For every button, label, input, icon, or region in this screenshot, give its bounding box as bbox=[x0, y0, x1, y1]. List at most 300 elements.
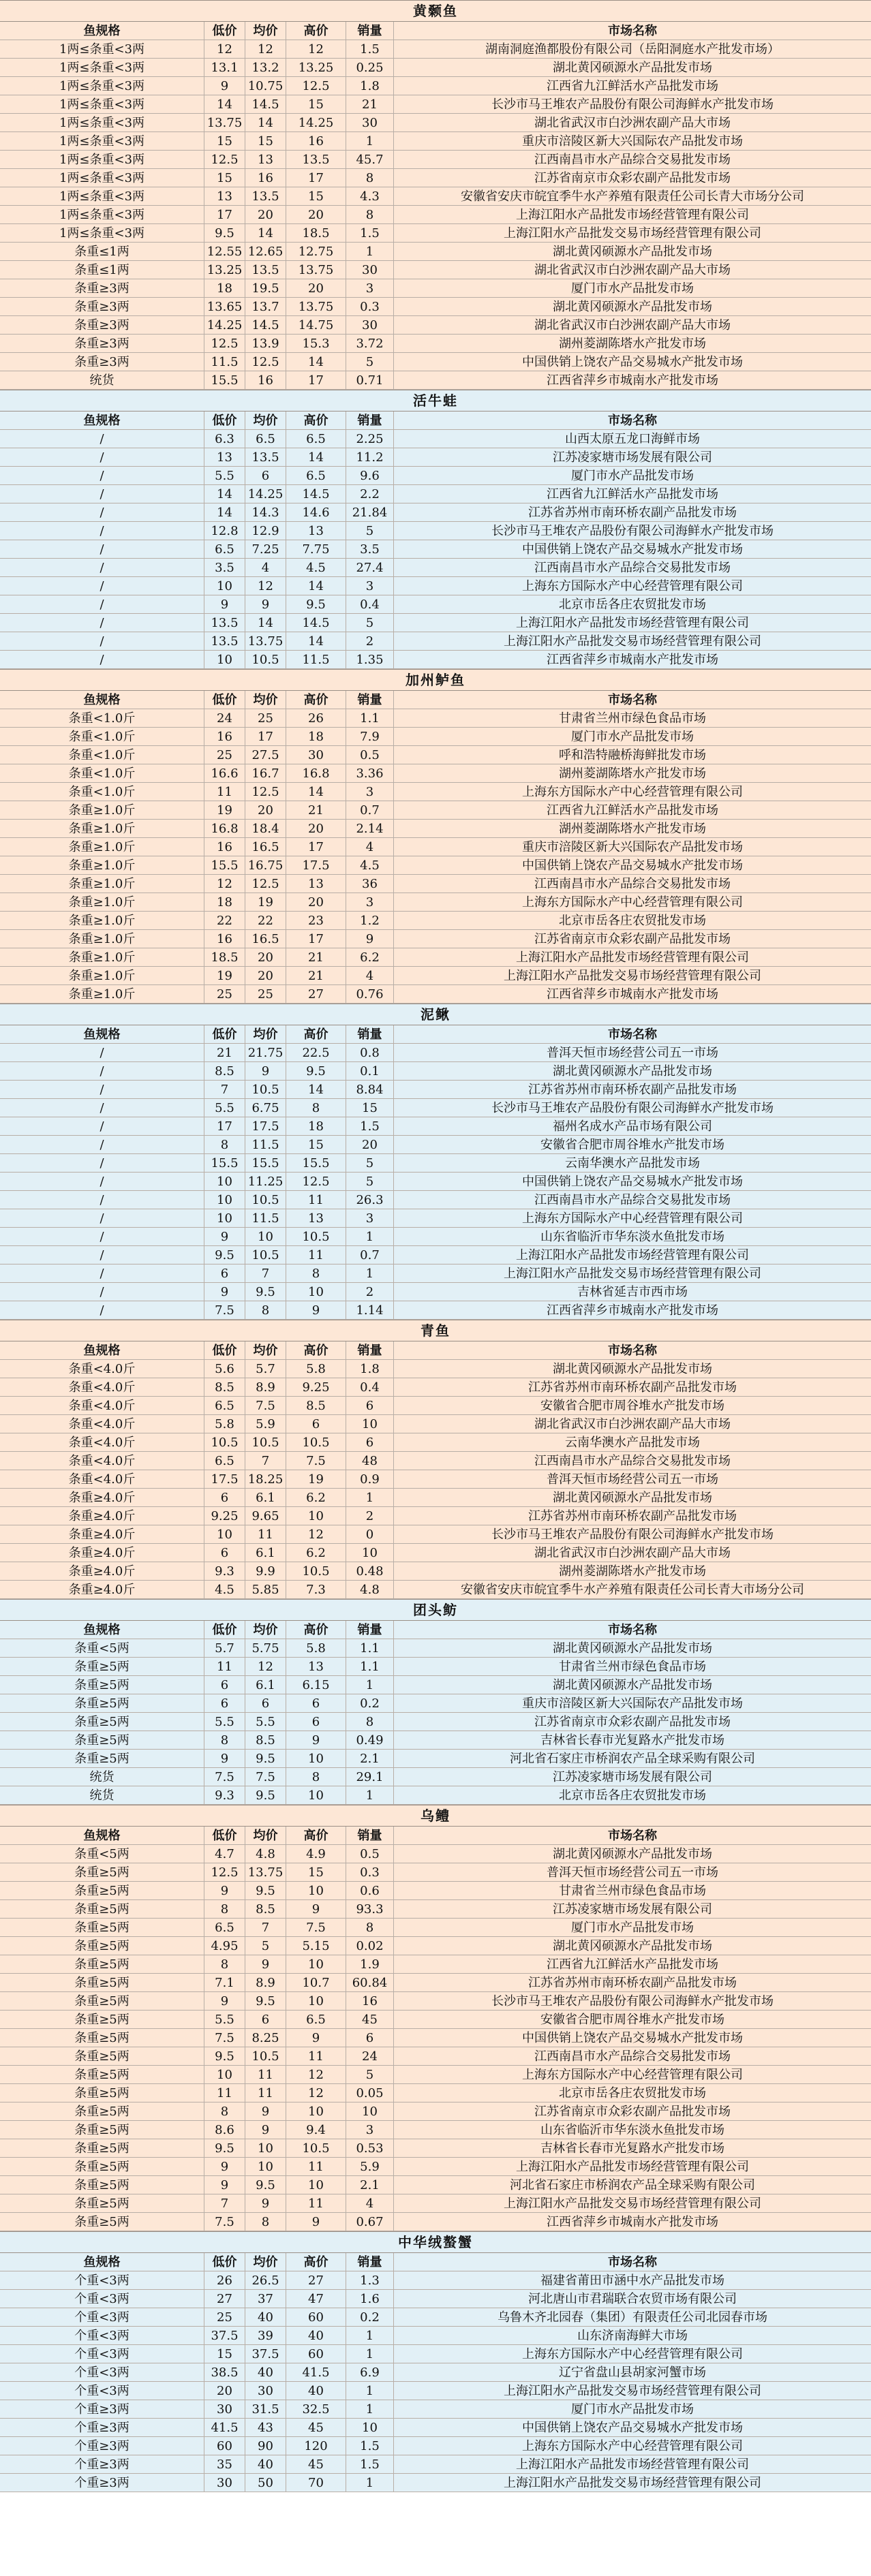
cell-low: 7.5 bbox=[204, 2029, 245, 2047]
cell-avg: 9.5 bbox=[245, 2176, 286, 2194]
cell-spec: 条重≥4.0斤 bbox=[0, 1489, 204, 1507]
table-row bbox=[0, 298, 871, 316]
cell-spec: / bbox=[0, 540, 204, 559]
cell-high: 45 bbox=[286, 2419, 346, 2437]
table-row bbox=[0, 206, 871, 224]
table-row bbox=[0, 948, 871, 967]
cell-high: 13 bbox=[286, 875, 346, 893]
table-row bbox=[0, 2213, 871, 2231]
cell-high: 60 bbox=[286, 2345, 346, 2363]
cell-avg: 9.5 bbox=[245, 1992, 286, 2011]
cell-vol: 1.3 bbox=[346, 2271, 394, 2290]
header-high: 高价 bbox=[286, 1341, 346, 1360]
table-row bbox=[0, 503, 871, 522]
cell-spec: / bbox=[0, 1081, 204, 1099]
table-row bbox=[0, 2102, 871, 2121]
cell-spec: / bbox=[0, 595, 204, 614]
section-title: 活牛蛙 bbox=[0, 390, 871, 412]
cell-spec: 统货 bbox=[0, 1786, 204, 1805]
cell-spec: 条重≥5两 bbox=[0, 1974, 204, 1992]
cell-market: 中国供销上饶农产品交易城水产批发市场 bbox=[394, 856, 871, 875]
cell-spec: 条重≥5两 bbox=[0, 1750, 204, 1768]
cell-vol: 0 bbox=[346, 1525, 394, 1544]
cell-spec: 条重<4.0斤 bbox=[0, 1470, 204, 1489]
cell-spec: 统货 bbox=[0, 1768, 204, 1786]
cell-vol: 1.5 bbox=[346, 1117, 394, 1136]
cell-avg: 10 bbox=[245, 2158, 286, 2176]
table-row bbox=[0, 1863, 871, 1882]
cell-low: 6 bbox=[204, 1676, 245, 1694]
cell-vol: 3.5 bbox=[346, 540, 394, 559]
cell-market: 江苏凌家塘市场发展有限公司 bbox=[394, 1900, 871, 1919]
table-row bbox=[0, 632, 871, 651]
cell-spec: / bbox=[0, 430, 204, 448]
table-row bbox=[0, 967, 871, 985]
cell-avg: 13.5 bbox=[245, 187, 286, 206]
header-market: 市场名称 bbox=[394, 1827, 871, 1845]
header-vol: 销量 bbox=[346, 1341, 394, 1360]
cell-high: 27 bbox=[286, 2271, 346, 2290]
cell-high: 9.4 bbox=[286, 2121, 346, 2139]
cell-high: 8.5 bbox=[286, 1397, 346, 1415]
cell-avg: 19 bbox=[245, 893, 286, 912]
cell-high: 5.15 bbox=[286, 1937, 346, 1955]
cell-avg: 5.9 bbox=[245, 1415, 286, 1433]
cell-low: 14 bbox=[204, 485, 245, 503]
cell-vol: 5 bbox=[346, 2066, 394, 2084]
cell-market: 长沙市马王堆农产品股份有限公司海鲜水产批发市场 bbox=[394, 1099, 871, 1117]
cell-spec: 条重≥3两 bbox=[0, 316, 204, 335]
cell-spec: / bbox=[0, 1099, 204, 1117]
cell-vol: 29.1 bbox=[346, 1768, 394, 1786]
cell-high: 14 bbox=[286, 783, 346, 801]
cell-low: 7 bbox=[204, 1081, 245, 1099]
table-row bbox=[0, 1283, 871, 1301]
cell-avg: 5 bbox=[245, 1937, 286, 1955]
cell-market: 厦门市水产品批发市场 bbox=[394, 1919, 871, 1937]
table-row bbox=[0, 709, 871, 728]
cell-low: 7.1 bbox=[204, 1974, 245, 1992]
section bbox=[0, 1599, 871, 1805]
cell-spec: 条重≥4.0斤 bbox=[0, 1544, 204, 1562]
cell-market: 江苏省南京市众彩农副产品批发市场 bbox=[394, 930, 871, 948]
cell-avg: 8.5 bbox=[245, 1731, 286, 1750]
cell-spec: 个重<3两 bbox=[0, 2345, 204, 2363]
cell-vol: 10 bbox=[346, 1544, 394, 1562]
cell-avg: 14 bbox=[245, 114, 286, 132]
header-high: 高价 bbox=[286, 691, 346, 709]
cell-avg: 8.9 bbox=[245, 1378, 286, 1397]
cell-high: 21 bbox=[286, 967, 346, 985]
cell-spec: 个重≥3两 bbox=[0, 2419, 204, 2437]
cell-low: 24 bbox=[204, 709, 245, 728]
table-row bbox=[0, 1081, 871, 1099]
cell-spec: 个重<3两 bbox=[0, 2308, 204, 2327]
cell-avg: 14.5 bbox=[245, 316, 286, 335]
table-row bbox=[0, 132, 871, 151]
cell-vol: 4 bbox=[346, 838, 394, 856]
cell-vol: 36 bbox=[346, 875, 394, 893]
cell-high: 11 bbox=[286, 1246, 346, 1264]
cell-spec: 条重≥5两 bbox=[0, 2011, 204, 2029]
cell-spec: 个重≥3两 bbox=[0, 2437, 204, 2455]
cell-low: 10 bbox=[204, 1173, 245, 1191]
table-row bbox=[0, 2455, 871, 2474]
header-market: 市场名称 bbox=[394, 2253, 871, 2271]
cell-low: 12.5 bbox=[204, 1863, 245, 1882]
cell-vol: 1 bbox=[346, 132, 394, 151]
cell-high: 10 bbox=[286, 2176, 346, 2194]
cell-high: 19 bbox=[286, 1470, 346, 1489]
cell-avg: 9.5 bbox=[245, 1882, 286, 1900]
section-title: 青鱼 bbox=[0, 1320, 871, 1341]
cell-vol: 3.36 bbox=[346, 764, 394, 783]
header-market: 市场名称 bbox=[394, 1341, 871, 1360]
cell-vol: 1 bbox=[346, 2327, 394, 2345]
table-header bbox=[0, 1025, 871, 1044]
cell-low: 14 bbox=[204, 95, 245, 114]
cell-vol: 60.84 bbox=[346, 1974, 394, 1992]
table-row bbox=[0, 1433, 871, 1452]
header-low: 低价 bbox=[204, 1341, 245, 1360]
cell-low: 6 bbox=[204, 1694, 245, 1713]
cell-vol: 2.2 bbox=[346, 485, 394, 503]
cell-low: 8 bbox=[204, 1731, 245, 1750]
cell-vol: 1 bbox=[346, 2400, 394, 2419]
cell-vol: 0.4 bbox=[346, 595, 394, 614]
header-avg: 均价 bbox=[245, 2253, 286, 2271]
cell-spec: / bbox=[0, 1246, 204, 1264]
header-avg: 均价 bbox=[245, 412, 286, 430]
cell-low: 12.8 bbox=[204, 522, 245, 540]
cell-market: 湖北省武汉市白沙洲农副产品大市场 bbox=[394, 316, 871, 335]
cell-low: 7.5 bbox=[204, 1768, 245, 1786]
cell-vol: 1.1 bbox=[346, 1658, 394, 1676]
cell-spec: 条重≥5两 bbox=[0, 1658, 204, 1676]
table-row bbox=[0, 1246, 871, 1264]
cell-avg: 10.5 bbox=[245, 1246, 286, 1264]
cell-avg: 14 bbox=[245, 614, 286, 632]
cell-avg: 10.5 bbox=[245, 651, 286, 669]
cell-avg: 50 bbox=[245, 2474, 286, 2492]
cell-vol: 1.9 bbox=[346, 1955, 394, 1974]
cell-high: 23 bbox=[286, 912, 346, 930]
table-row bbox=[0, 1768, 871, 1786]
cell-low: 5.5 bbox=[204, 2011, 245, 2029]
cell-vol: 30 bbox=[346, 114, 394, 132]
cell-high: 6 bbox=[286, 1415, 346, 1433]
cell-avg: 10 bbox=[245, 2139, 286, 2158]
cell-market: 上海江阳水产品批发交易市场经营管理有限公司 bbox=[394, 2194, 871, 2213]
table-row bbox=[0, 595, 871, 614]
cell-market: 北京市岳各庄农贸批发市场 bbox=[394, 912, 871, 930]
cell-market: 江西省萍乡市城南水产批发市场 bbox=[394, 371, 871, 390]
cell-avg: 6.75 bbox=[245, 1099, 286, 1117]
section-title: 加州鲈鱼 bbox=[0, 669, 871, 691]
table-row bbox=[0, 279, 871, 298]
cell-avg: 16 bbox=[245, 371, 286, 390]
table-row bbox=[0, 2382, 871, 2400]
table-row bbox=[0, 1228, 871, 1246]
cell-avg: 4.8 bbox=[245, 1845, 286, 1863]
table-row bbox=[0, 2011, 871, 2029]
cell-vol: 0.7 bbox=[346, 801, 394, 820]
cell-high: 6.5 bbox=[286, 430, 346, 448]
cell-high: 10 bbox=[286, 1882, 346, 1900]
cell-spec: 条重≥1.0斤 bbox=[0, 801, 204, 820]
table-row bbox=[0, 1301, 871, 1320]
cell-spec: 条重≥1.0斤 bbox=[0, 967, 204, 985]
cell-vol: 1.2 bbox=[346, 912, 394, 930]
cell-market: 河北省石家庄市桥润农产品全球采购有限公司 bbox=[394, 2176, 871, 2194]
cell-spec: 条重<1.0斤 bbox=[0, 764, 204, 783]
cell-low: 4.95 bbox=[204, 1937, 245, 1955]
header-spec: 鱼规格 bbox=[0, 1827, 204, 1845]
cell-avg: 31.5 bbox=[245, 2400, 286, 2419]
cell-market: 湖州菱湖陈塔水产批发市场 bbox=[394, 1562, 871, 1581]
table-row bbox=[0, 2194, 871, 2213]
cell-vol: 5 bbox=[346, 614, 394, 632]
table-row bbox=[0, 985, 871, 1004]
cell-low: 9 bbox=[204, 1228, 245, 1246]
header-avg: 均价 bbox=[245, 691, 286, 709]
section-title: 乌鳢 bbox=[0, 1805, 871, 1827]
cell-low: 8 bbox=[204, 1136, 245, 1154]
cell-spec: / bbox=[0, 1136, 204, 1154]
cell-low: 15 bbox=[204, 2345, 245, 2363]
header-low: 低价 bbox=[204, 1025, 245, 1044]
section bbox=[0, 1004, 871, 1320]
table-row bbox=[0, 746, 871, 764]
table-row bbox=[0, 2308, 871, 2327]
cell-low: 10 bbox=[204, 2066, 245, 2084]
cell-spec: 条重≥5两 bbox=[0, 1992, 204, 2011]
cell-spec: 条重≥5两 bbox=[0, 2102, 204, 2121]
cell-low: 12.5 bbox=[204, 151, 245, 169]
table-row bbox=[0, 2084, 871, 2102]
table-row bbox=[0, 2363, 871, 2382]
cell-market: 甘肃省兰州市绿色食品市场 bbox=[394, 709, 871, 728]
cell-spec: 条重<1.0斤 bbox=[0, 728, 204, 746]
cell-avg: 25 bbox=[245, 709, 286, 728]
cell-spec: / bbox=[0, 614, 204, 632]
cell-vol: 6.9 bbox=[346, 2363, 394, 2382]
cell-vol: 11.2 bbox=[346, 448, 394, 467]
cell-avg: 7 bbox=[245, 1452, 286, 1470]
cell-avg: 14.5 bbox=[245, 95, 286, 114]
cell-low: 18.5 bbox=[204, 948, 245, 967]
cell-low: 15.5 bbox=[204, 856, 245, 875]
cell-low: 9.5 bbox=[204, 2139, 245, 2158]
table-row bbox=[0, 114, 871, 132]
cell-avg: 16.7 bbox=[245, 764, 286, 783]
cell-market: 上海江阳水产品批发市场经营管理有限公司 bbox=[394, 2455, 871, 2474]
cell-market: 上海江阳水产品批发市场经营管理有限公司 bbox=[394, 614, 871, 632]
cell-spec: 条重<4.0斤 bbox=[0, 1415, 204, 1433]
cell-avg: 43 bbox=[245, 2419, 286, 2437]
cell-spec: 条重≥5两 bbox=[0, 2047, 204, 2066]
cell-spec: 条重≥5两 bbox=[0, 2066, 204, 2084]
cell-avg: 5.85 bbox=[245, 1581, 286, 1599]
table-row bbox=[0, 1099, 871, 1117]
cell-low: 8 bbox=[204, 1955, 245, 1974]
section bbox=[0, 390, 871, 669]
cell-low: 5.5 bbox=[204, 1713, 245, 1731]
table-row bbox=[0, 1937, 871, 1955]
section bbox=[0, 669, 871, 1004]
table-row bbox=[0, 2474, 871, 2492]
table-row bbox=[0, 1992, 871, 2011]
cell-vol: 8 bbox=[346, 1713, 394, 1731]
table-row bbox=[0, 1191, 871, 1209]
cell-spec: / bbox=[0, 448, 204, 467]
cell-vol: 0.05 bbox=[346, 2084, 394, 2102]
table-row bbox=[0, 2047, 871, 2066]
header-low: 低价 bbox=[204, 412, 245, 430]
cell-market: 福州名成水产品市场有限公司 bbox=[394, 1117, 871, 1136]
cell-market: 江西省萍乡市城南水产批发市场 bbox=[394, 2213, 871, 2231]
cell-market: 湖北省武汉市白沙洲农副产品大市场 bbox=[394, 1544, 871, 1562]
cell-vol: 0.48 bbox=[346, 1562, 394, 1581]
table-row bbox=[0, 2121, 871, 2139]
cell-high: 16 bbox=[286, 132, 346, 151]
table-row bbox=[0, 820, 871, 838]
cell-market: 江西省九江鲜活水产品批发市场 bbox=[394, 1955, 871, 1974]
cell-market: 中国供销上饶农产品交易城水产批发市场 bbox=[394, 2419, 871, 2437]
cell-avg: 7.5 bbox=[245, 1768, 286, 1786]
cell-high: 40 bbox=[286, 2327, 346, 2345]
cell-spec: 条重≥5两 bbox=[0, 1937, 204, 1955]
cell-low: 17.5 bbox=[204, 1470, 245, 1489]
cell-low: 6 bbox=[204, 1489, 245, 1507]
cell-spec: 条重<4.0斤 bbox=[0, 1452, 204, 1470]
cell-vol: 0.2 bbox=[346, 1694, 394, 1713]
cell-low: 6.3 bbox=[204, 430, 245, 448]
cell-spec: 条重≥5两 bbox=[0, 1919, 204, 1937]
cell-avg: 9.5 bbox=[245, 1283, 286, 1301]
cell-avg: 9 bbox=[245, 1955, 286, 1974]
cell-vol: 6.2 bbox=[346, 948, 394, 967]
section bbox=[0, 0, 871, 390]
cell-market: 上海东方国际水产中心经营管理有限公司 bbox=[394, 1209, 871, 1228]
cell-high: 18.5 bbox=[286, 224, 346, 243]
cell-spec: 1两≤条重<3两 bbox=[0, 224, 204, 243]
cell-market: 呼和浩特融桥海鲜批发市场 bbox=[394, 746, 871, 764]
cell-vol: 1.1 bbox=[346, 709, 394, 728]
cell-spec: 个重≥3两 bbox=[0, 2455, 204, 2474]
cell-high: 7.5 bbox=[286, 1452, 346, 1470]
cell-high: 12 bbox=[286, 2066, 346, 2084]
cell-high: 17 bbox=[286, 169, 346, 187]
table-row bbox=[0, 371, 871, 390]
cell-market: 江西南昌市水产品综合交易批发市场 bbox=[394, 1191, 871, 1209]
cell-high: 7.75 bbox=[286, 540, 346, 559]
header-spec: 鱼规格 bbox=[0, 691, 204, 709]
cell-low: 12.55 bbox=[204, 243, 245, 261]
cell-low: 6.5 bbox=[204, 1452, 245, 1470]
cell-spec: 1两≤条重<3两 bbox=[0, 169, 204, 187]
cell-low: 9.5 bbox=[204, 224, 245, 243]
cell-high: 6.2 bbox=[286, 1489, 346, 1507]
cell-low: 38.5 bbox=[204, 2363, 245, 2382]
table-row bbox=[0, 1173, 871, 1191]
cell-spec: 条重≥5两 bbox=[0, 1676, 204, 1694]
cell-vol: 0.9 bbox=[346, 1470, 394, 1489]
table-row bbox=[0, 2419, 871, 2437]
table-row bbox=[0, 1044, 871, 1062]
cell-market: 云南华澳水产品批发市场 bbox=[394, 1433, 871, 1452]
cell-market: 江苏省南京市众彩农副产品批发市场 bbox=[394, 169, 871, 187]
cell-avg: 39 bbox=[245, 2327, 286, 2345]
cell-high: 20 bbox=[286, 279, 346, 298]
cell-market: 上海江阳水产品批发交易市场经营管理有限公司 bbox=[394, 632, 871, 651]
header-vol: 销量 bbox=[346, 22, 394, 40]
cell-market: 上海东方国际水产中心经营管理有限公司 bbox=[394, 2437, 871, 2455]
cell-low: 10 bbox=[204, 651, 245, 669]
cell-avg: 9 bbox=[245, 1062, 286, 1081]
cell-low: 17 bbox=[204, 206, 245, 224]
cell-spec: 条重≥1.0斤 bbox=[0, 838, 204, 856]
cell-high: 14.25 bbox=[286, 114, 346, 132]
cell-high: 16.8 bbox=[286, 764, 346, 783]
cell-avg: 6.1 bbox=[245, 1544, 286, 1562]
cell-spec: 1两≤条重<3两 bbox=[0, 114, 204, 132]
cell-spec: / bbox=[0, 1228, 204, 1246]
cell-market: 上海东方国际水产中心经营管理有限公司 bbox=[394, 2066, 871, 2084]
cell-vol: 1.5 bbox=[346, 2437, 394, 2455]
cell-avg: 8 bbox=[245, 1301, 286, 1320]
table-row bbox=[0, 838, 871, 856]
cell-spec: / bbox=[0, 1283, 204, 1301]
cell-spec: 条重≥3两 bbox=[0, 279, 204, 298]
cell-spec: / bbox=[0, 577, 204, 595]
cell-market: 上海江阳水产品批发市场经营管理有限公司 bbox=[394, 948, 871, 967]
cell-low: 9 bbox=[204, 1750, 245, 1768]
table-row bbox=[0, 1786, 871, 1805]
table-row bbox=[0, 448, 871, 467]
cell-high: 6 bbox=[286, 1713, 346, 1731]
cell-high: 41.5 bbox=[286, 2363, 346, 2382]
cell-avg: 8.9 bbox=[245, 1974, 286, 1992]
cell-spec: 条重≥5两 bbox=[0, 2213, 204, 2231]
cell-market: 中国供销上饶农产品交易城水产批发市场 bbox=[394, 1173, 871, 1191]
cell-vol: 0.2 bbox=[346, 2308, 394, 2327]
cell-spec: / bbox=[0, 1154, 204, 1173]
table-row bbox=[0, 2176, 871, 2194]
cell-spec: 条重≥3两 bbox=[0, 298, 204, 316]
cell-spec: 1两≤条重<3两 bbox=[0, 77, 204, 95]
cell-low: 17 bbox=[204, 1117, 245, 1136]
cell-spec: 条重≥1.0斤 bbox=[0, 893, 204, 912]
cell-high: 10 bbox=[286, 1992, 346, 2011]
cell-spec: 条重≥1.0斤 bbox=[0, 985, 204, 1004]
cell-market: 重庆市涪陵区新大兴国际农产品批发市场 bbox=[394, 838, 871, 856]
cell-market: 云南华澳水产品批发市场 bbox=[394, 1154, 871, 1173]
cell-spec: / bbox=[0, 1062, 204, 1081]
cell-low: 25 bbox=[204, 746, 245, 764]
cell-high: 30 bbox=[286, 746, 346, 764]
cell-spec: 条重≥4.0斤 bbox=[0, 1525, 204, 1544]
cell-vol: 1.5 bbox=[346, 2455, 394, 2474]
cell-vol: 0.3 bbox=[346, 298, 394, 316]
cell-market: 湖北省武汉市白沙洲农副产品大市场 bbox=[394, 1415, 871, 1433]
cell-avg: 21.75 bbox=[245, 1044, 286, 1062]
cell-avg: 6 bbox=[245, 2011, 286, 2029]
cell-market: 湖北黄冈硕源水产品批发市场 bbox=[394, 1489, 871, 1507]
cell-vol: 2.25 bbox=[346, 430, 394, 448]
cell-vol: 0.25 bbox=[346, 59, 394, 77]
header-vol: 销量 bbox=[346, 2253, 394, 2271]
